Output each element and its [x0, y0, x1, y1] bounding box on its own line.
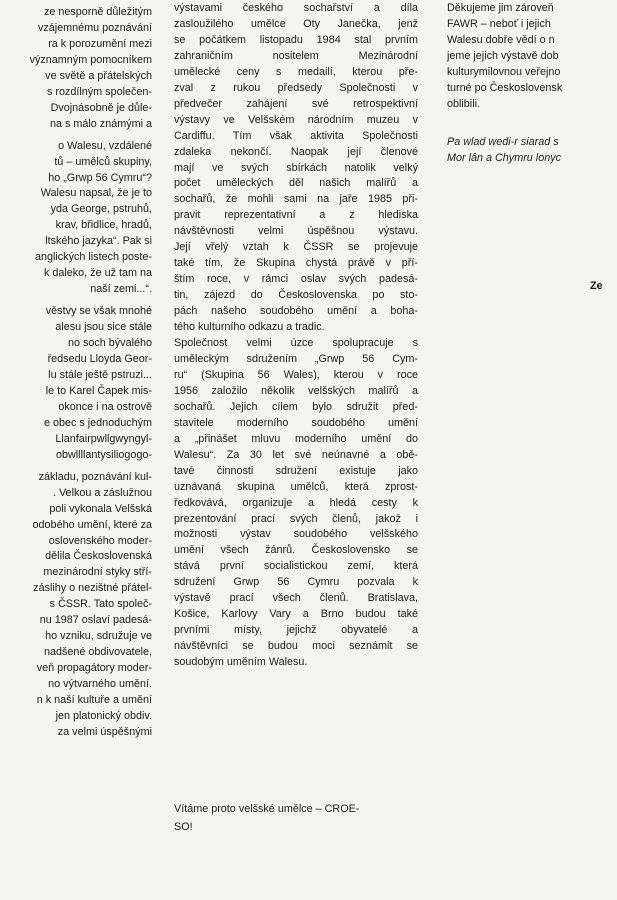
text-line: štím roce, v rámci oslav svých padesá- [174, 273, 418, 286]
text-line: jeme jejich výstavě dob [447, 49, 559, 62]
text-line: prezentování prací svých členů, jakož i [174, 512, 418, 525]
text-line: pách našeho soudobého umění a boha- [174, 305, 418, 318]
text-line: nu 1987 oslaví padesá- [39, 614, 152, 627]
text-line: tů – umělců skupiny, [54, 155, 152, 168]
text-line: Walesu napsal, že je to [40, 187, 152, 200]
text-line: umění všech žánrů. Československo se [174, 544, 418, 557]
text-line: záslihy o nezištné přátel- [33, 582, 152, 595]
text-line: mezinárodní styky stří- [43, 566, 152, 579]
text-line: Mor lân a Chymru lonyc [447, 151, 562, 164]
text-line: le to Karel Čapek mis- [45, 384, 152, 397]
text-line: ho vzniku, sdružuje ve [45, 630, 152, 643]
text-line: tavé činnosti sdružení existuje jako [174, 464, 418, 477]
right-column [447, 1, 617, 167]
text-line: Košice, Karlovy Vary a Brno budou také [174, 608, 418, 621]
text-line: . Velkou a záslužnou [52, 486, 152, 499]
text-line: tého kulturního odkazu a tradic. [174, 321, 325, 334]
text-line: pravit reprezentativní a z hlediska [174, 209, 418, 222]
text-line: 1956 založilo několik velšských malířů a [174, 384, 418, 397]
text-line: stává první socialistickou zemí, která [174, 560, 418, 573]
text-line: s rozdílným společen- [46, 85, 152, 98]
text-line: Společnost velmi úzce spolupracuje s [174, 337, 418, 350]
text-line: zasloužilého umělce Oty Janečka, jenž [174, 17, 418, 30]
signature-fragment: Ze [590, 280, 603, 292]
text-line: krav, břidlice, hradů, [55, 219, 152, 232]
text-line: ze nesporně důležitým [43, 6, 152, 18]
middle-column [174, 1, 418, 671]
text-line: no soch bývalého [67, 337, 152, 350]
text-line: ho „Grwp 56 Cymru“? [48, 171, 152, 184]
text-line: za velmi úspěšnými [57, 725, 152, 738]
text-line: naší zemi...“. [90, 283, 152, 296]
text-line: k daleko, že už tam na [43, 267, 152, 280]
text-line: zahraničním nositelem Mezinárodní [174, 49, 418, 62]
text-line: sochařů, že mohli sami na jaře 1985 při- [174, 193, 418, 206]
text-line: a „přinášet mluvu moderního umění do [174, 432, 418, 445]
text-line: základu, poznávání kul- [38, 470, 152, 483]
text-line: veň propagátory moder- [36, 662, 152, 675]
text-line: výstavami českého sochařství a díla [174, 2, 418, 14]
text-line: Llanfairpwllgwyngyl- [55, 432, 152, 445]
text-line: obwllllantysiliogogo- [55, 448, 152, 461]
text-line: mají ve svých sbírkách natolik velký [174, 161, 418, 174]
left-column [0, 5, 152, 741]
text-line: sochařů. Jejich cílem bylo sdružit před- [174, 400, 418, 413]
text-line: Děkujeme jim zároveň [447, 2, 554, 14]
text-line: ra k porozumění mezi [48, 37, 152, 50]
text-line: počet uměleckých děl našich malířů a [174, 177, 418, 190]
text-line: návštěvnosti velmi úspěšnou výstavu. [174, 225, 418, 238]
text-line: alesu jsou sice stále [55, 321, 152, 334]
text-line: zdaleka nekončí. Naopak její členové [174, 145, 418, 158]
text-line: oblibili. [447, 97, 481, 110]
text-line: SO! [174, 821, 193, 833]
paragraph-gap [447, 113, 617, 135]
text-line: poli vykonala Velšská [49, 502, 152, 515]
text-line: Walesu dobře vědí o n [447, 33, 555, 46]
text-line: okonce i na ostrově [58, 400, 152, 413]
text-line: ředkovává, organizuje a hledá cesty k [174, 496, 418, 509]
text-line: zval z rukou předsedy Společnosti v [174, 81, 418, 94]
text-line: stavitele moderního soudobého umění [174, 416, 418, 429]
text-line: návštěvníci se budou moci seznámit se [174, 640, 418, 653]
text-line: lu stále ještě pstruzi... [48, 368, 152, 381]
text-line: Cardiffu. Tím však aktivita Společnosti [174, 129, 418, 142]
text-line: výstavy ve Velšském národním muzeu v [174, 113, 418, 126]
text-line: předvečer zahájení své retrospektivní [174, 97, 418, 110]
text-line: prvními místy, jejichž obyvatelé a [174, 624, 418, 637]
text-line: FAWR – neboť i jejich [447, 17, 551, 30]
text-line: ru“ (Skupina 56 Wales), kterou v roce [174, 368, 418, 381]
text-line: e obec s jednoduchým [43, 416, 152, 429]
text-line: uznávaná skupina umělců, která zprost- [174, 480, 418, 493]
text-line: no výtvarného umění. [48, 678, 152, 691]
text-line: na s málo známými a [49, 117, 152, 130]
text-line: věstvy se však mnohé [45, 305, 152, 318]
closing-paragraph [174, 800, 418, 836]
text-line: ve světě a přátelských [45, 69, 152, 82]
text-line: vzájemnému poznávání [37, 21, 152, 34]
text-line: výstavě prací všech členů. Bratislava, [174, 592, 418, 605]
text-line: tin, zájezd do Československa po sto- [174, 289, 418, 302]
text-line: sdružení Grwp 56 Cymru pozvala k [174, 576, 418, 589]
text-line: n k naší kultuře a umění [36, 694, 152, 707]
text-line: Vítáme proto velšské umělce – CROE- [174, 803, 360, 815]
text-line: se počátkem listopadu 1984 stal prvním [174, 33, 418, 46]
text-line: dělila Československá [45, 550, 152, 563]
text-line: anglických listech poste- [34, 251, 152, 264]
text-line: soudobým uměním Walesu. [174, 656, 308, 669]
text-line: také tím, že Skupina chystá právě v pří- [174, 257, 418, 270]
text-line: jen platonický obdiv. [55, 709, 152, 722]
text-line: možnosti výstav soudobého velšského [174, 528, 418, 541]
text-line: Pa wlad wedi-r siarad s [447, 135, 559, 148]
text-line: ltského jazyka“. Pak si [45, 235, 152, 248]
text-line: významným pomocníkem [29, 53, 152, 66]
text-line: ředsedu Lloyda Geor- [47, 353, 152, 366]
text-line: Walesu“. Za 30 let své neúnavné a obě- [174, 448, 418, 461]
text-line: oslovenského moder- [48, 534, 152, 547]
text-line: Dvojnásobně je důle- [50, 101, 152, 114]
text-line: nadšené obdivovatele, [43, 646, 152, 659]
text-line: yda George, pstruhů, [50, 203, 152, 216]
text-line: uměleckým sdružením „Grwp 56 Cym- [174, 352, 418, 365]
text-line: Její vřelý vztah k ČSSR se projevuje [174, 241, 418, 254]
text-line: odobého umění, které za [32, 518, 152, 531]
text-line: kulturymilovnou veřejno [447, 65, 561, 78]
text-line: umělecké ceny s medailí, kterou pře- [174, 65, 418, 78]
text-line: o Walesu, vzdálené [58, 139, 152, 152]
text-line: s ČSSR. Tato společ- [49, 598, 152, 611]
text-line: turné po Československ [447, 81, 563, 94]
